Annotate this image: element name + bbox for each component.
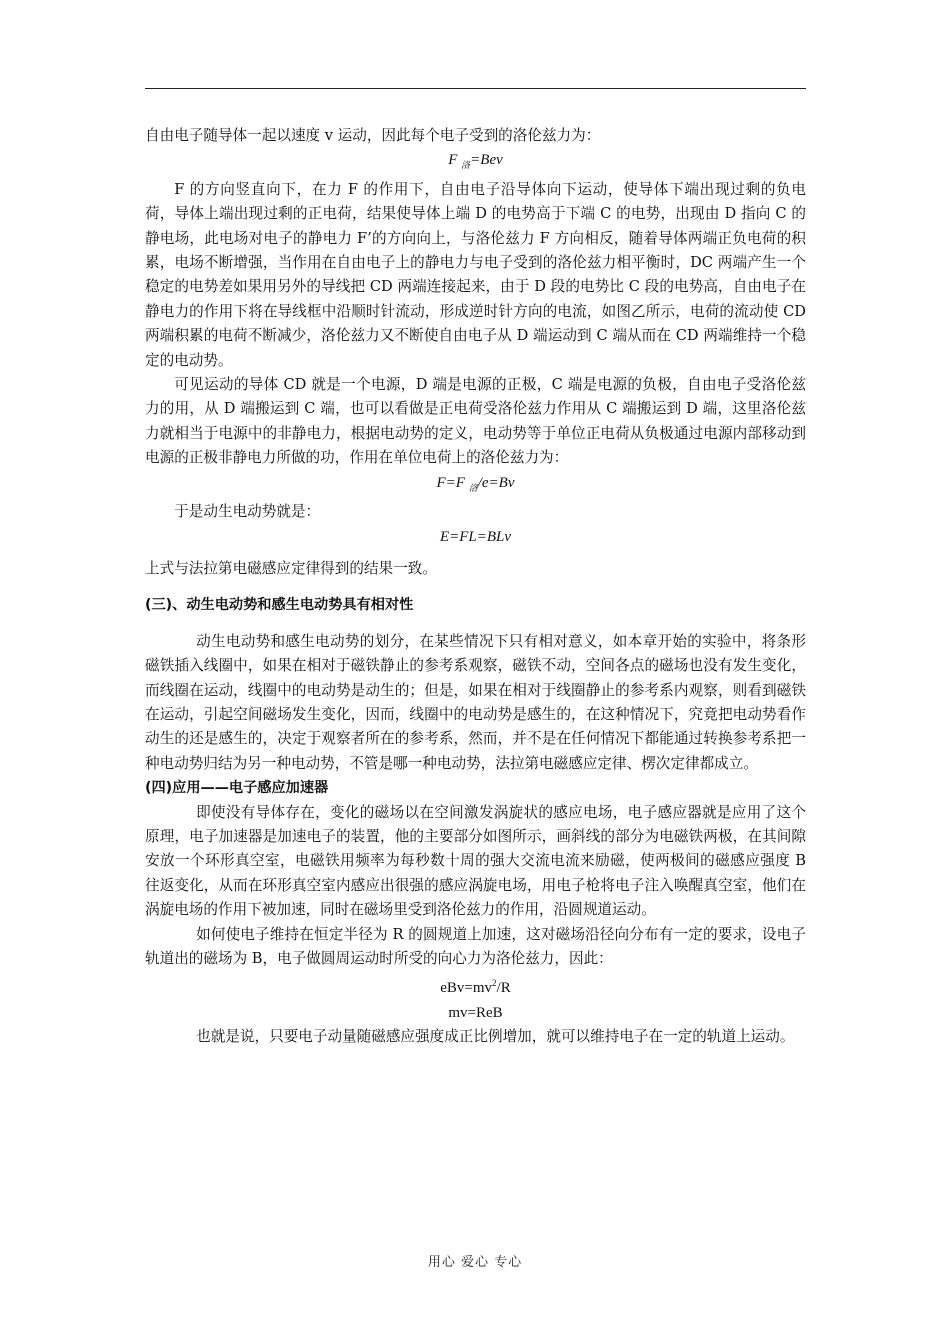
formula-1-sub: 洛 bbox=[461, 160, 471, 171]
paragraph-3: 可见运动的导体 CD 就是一个电源，D 端是电源的正极，C 端是电源的负极，自由电子受洛伦兹力的用，从 D 端搬运到 C 端，也可以看做是正电荷受洛伦兹力作用从 C 端搬运到 D 端，这里洛伦兹力就相当于电源中的非静电力，根据电动势的定义，电动势等于单位正电荷从负极通过电源内部移动到电源的正极非静电力所做的功，作用在单位电荷上的洛伦兹力为： bbox=[145, 376, 806, 467]
section-heading-4: (四)应用——电子感应加速器 bbox=[145, 780, 329, 797]
paragraph-8: 如何使电子维持在恒定半径为 R 的圆规道上加速，这对磁场沿径向分布有一定的要求，设电子轨道出的磁场为 B，电子做圆周运动时所受的向心力为洛伦兹力，因此： bbox=[145, 925, 806, 967]
paragraph-9: 也就是说，只要电子动量随磁感应强度成正比例增加，就可以维持电子在一定的轨道上运动。 bbox=[196, 1028, 795, 1046]
paragraph-1: 自由电子随导体一起以速度 v 运动，因此每个电子受到的洛伦兹力为： bbox=[145, 127, 601, 144]
formula-momentum: mv=ReB bbox=[448, 1004, 503, 1021]
formula-emf: E=FL=BLv bbox=[439, 528, 512, 545]
spacer bbox=[145, 581, 806, 593]
document-body bbox=[145, 124, 806, 1050]
formula-2-lhs: F=F bbox=[436, 474, 465, 491]
paragraph-6: 动生电动势和感生电动势的划分，在某些情况下只有相对意义，如本章开始的实验中，将条形磁铁插入线圈中，如果在相对于磁铁静止的参考系观察，磁铁不动，空间各点的磁场也没有发生变化，而线圈在运动，线圈中的电动势是动生的；但是，如果在相对于线圈静止的参考系内观察，则看到磁铁在运动，引起空间磁场发生变化，因而，线圈中的电动势是感生的，在这种情况下，究竟把电动势看作动生的还是感生的，决定于观察者所在的参考系，然而，并不是在任何情况下都能通过转换参考系把一种电动势归结为另一种电动势，不管是哪一种电动势，法拉第电磁感应定律、楞次定律都成立。 bbox=[145, 632, 806, 772]
formula-4-sup: 2 bbox=[492, 978, 497, 989]
header-rule bbox=[145, 88, 806, 89]
formula-1-lhs: F bbox=[448, 152, 458, 169]
paragraph-4: 于是动生电动势就是： bbox=[174, 503, 321, 521]
page-footer: 用心 爱心 专心 bbox=[427, 1255, 523, 1270]
paragraph-5: 上式与法拉第电磁感应定律得到的结果一致。 bbox=[145, 559, 437, 577]
paragraph-7: 即使没有导体存在，变化的磁场以在空间激发涡旋状的感应电场，电子感应器就是应用了这个原理，电子加速器是加速电子的装置，他的主要部分如图所示，画斜线的部分为电磁铁两极，在其间隙安放一个环形真空室，电磁铁用频率为每秒数十周的强大交流电流来励磁，使两极间的磁感应强度 B 往返变化，从而在环形真空室内感应出很强的感应涡旋电场，用电子枪将电子注入唤醒真空室，他们在涡旋电场的作用下被加速，同时在磁场里受到洛伦兹力的作用，沿圆规道运动。 bbox=[145, 803, 806, 919]
spacer bbox=[145, 549, 806, 557]
formula-2-rhs: /e=Bv bbox=[477, 474, 515, 491]
paragraph-2: F 的方向竖直向下，在力 F 的作用下，自由电子沿导体向下运动，使导体下端出现过剩的负电荷，导体上端出现过剩的正电荷，结果使导体上端 D 的电势高于下端 C 的电势，出现由 D 指向 C 的静电场，此电场对电子的静电力 F’的方向向上，与洛伦兹力 F 方向相反，随着导体两端正负电荷的积累，电场不断增强，当作用在自由电子上的静电力与电子受到的洛伦兹力相平衡时，DC 两端产生一个稳定的电势差如果用另外的导线把 CD 两端连接起来，由于 D 段的电势比 C 段的电势高，自由电子在静电力的作用下将在导线框中沿顺时针流动，形成逆时针方向的电流，如图乙所示，电荷的流动使 CD 两端积累的电荷不断减少，洛伦兹力又不断使自由电子从 D 端运动到 C 端从而在 CD 两端维持一个稳定的电动势。 bbox=[145, 180, 806, 369]
formula-1-rhs: =Bev bbox=[470, 152, 503, 169]
formula-2-sub: 洛 bbox=[468, 482, 478, 493]
formula-4-rhs: /R bbox=[496, 980, 511, 997]
formula-4-lhs: eBv=mv bbox=[440, 980, 493, 997]
formula-centripetal bbox=[145, 971, 806, 1000]
formula-unit-force bbox=[145, 471, 806, 500]
section-heading-3: (三)、动生电动势和感生电动势具有相对性 bbox=[145, 597, 414, 614]
spacer bbox=[145, 618, 806, 630]
formula-lorentz-force bbox=[145, 148, 806, 177]
